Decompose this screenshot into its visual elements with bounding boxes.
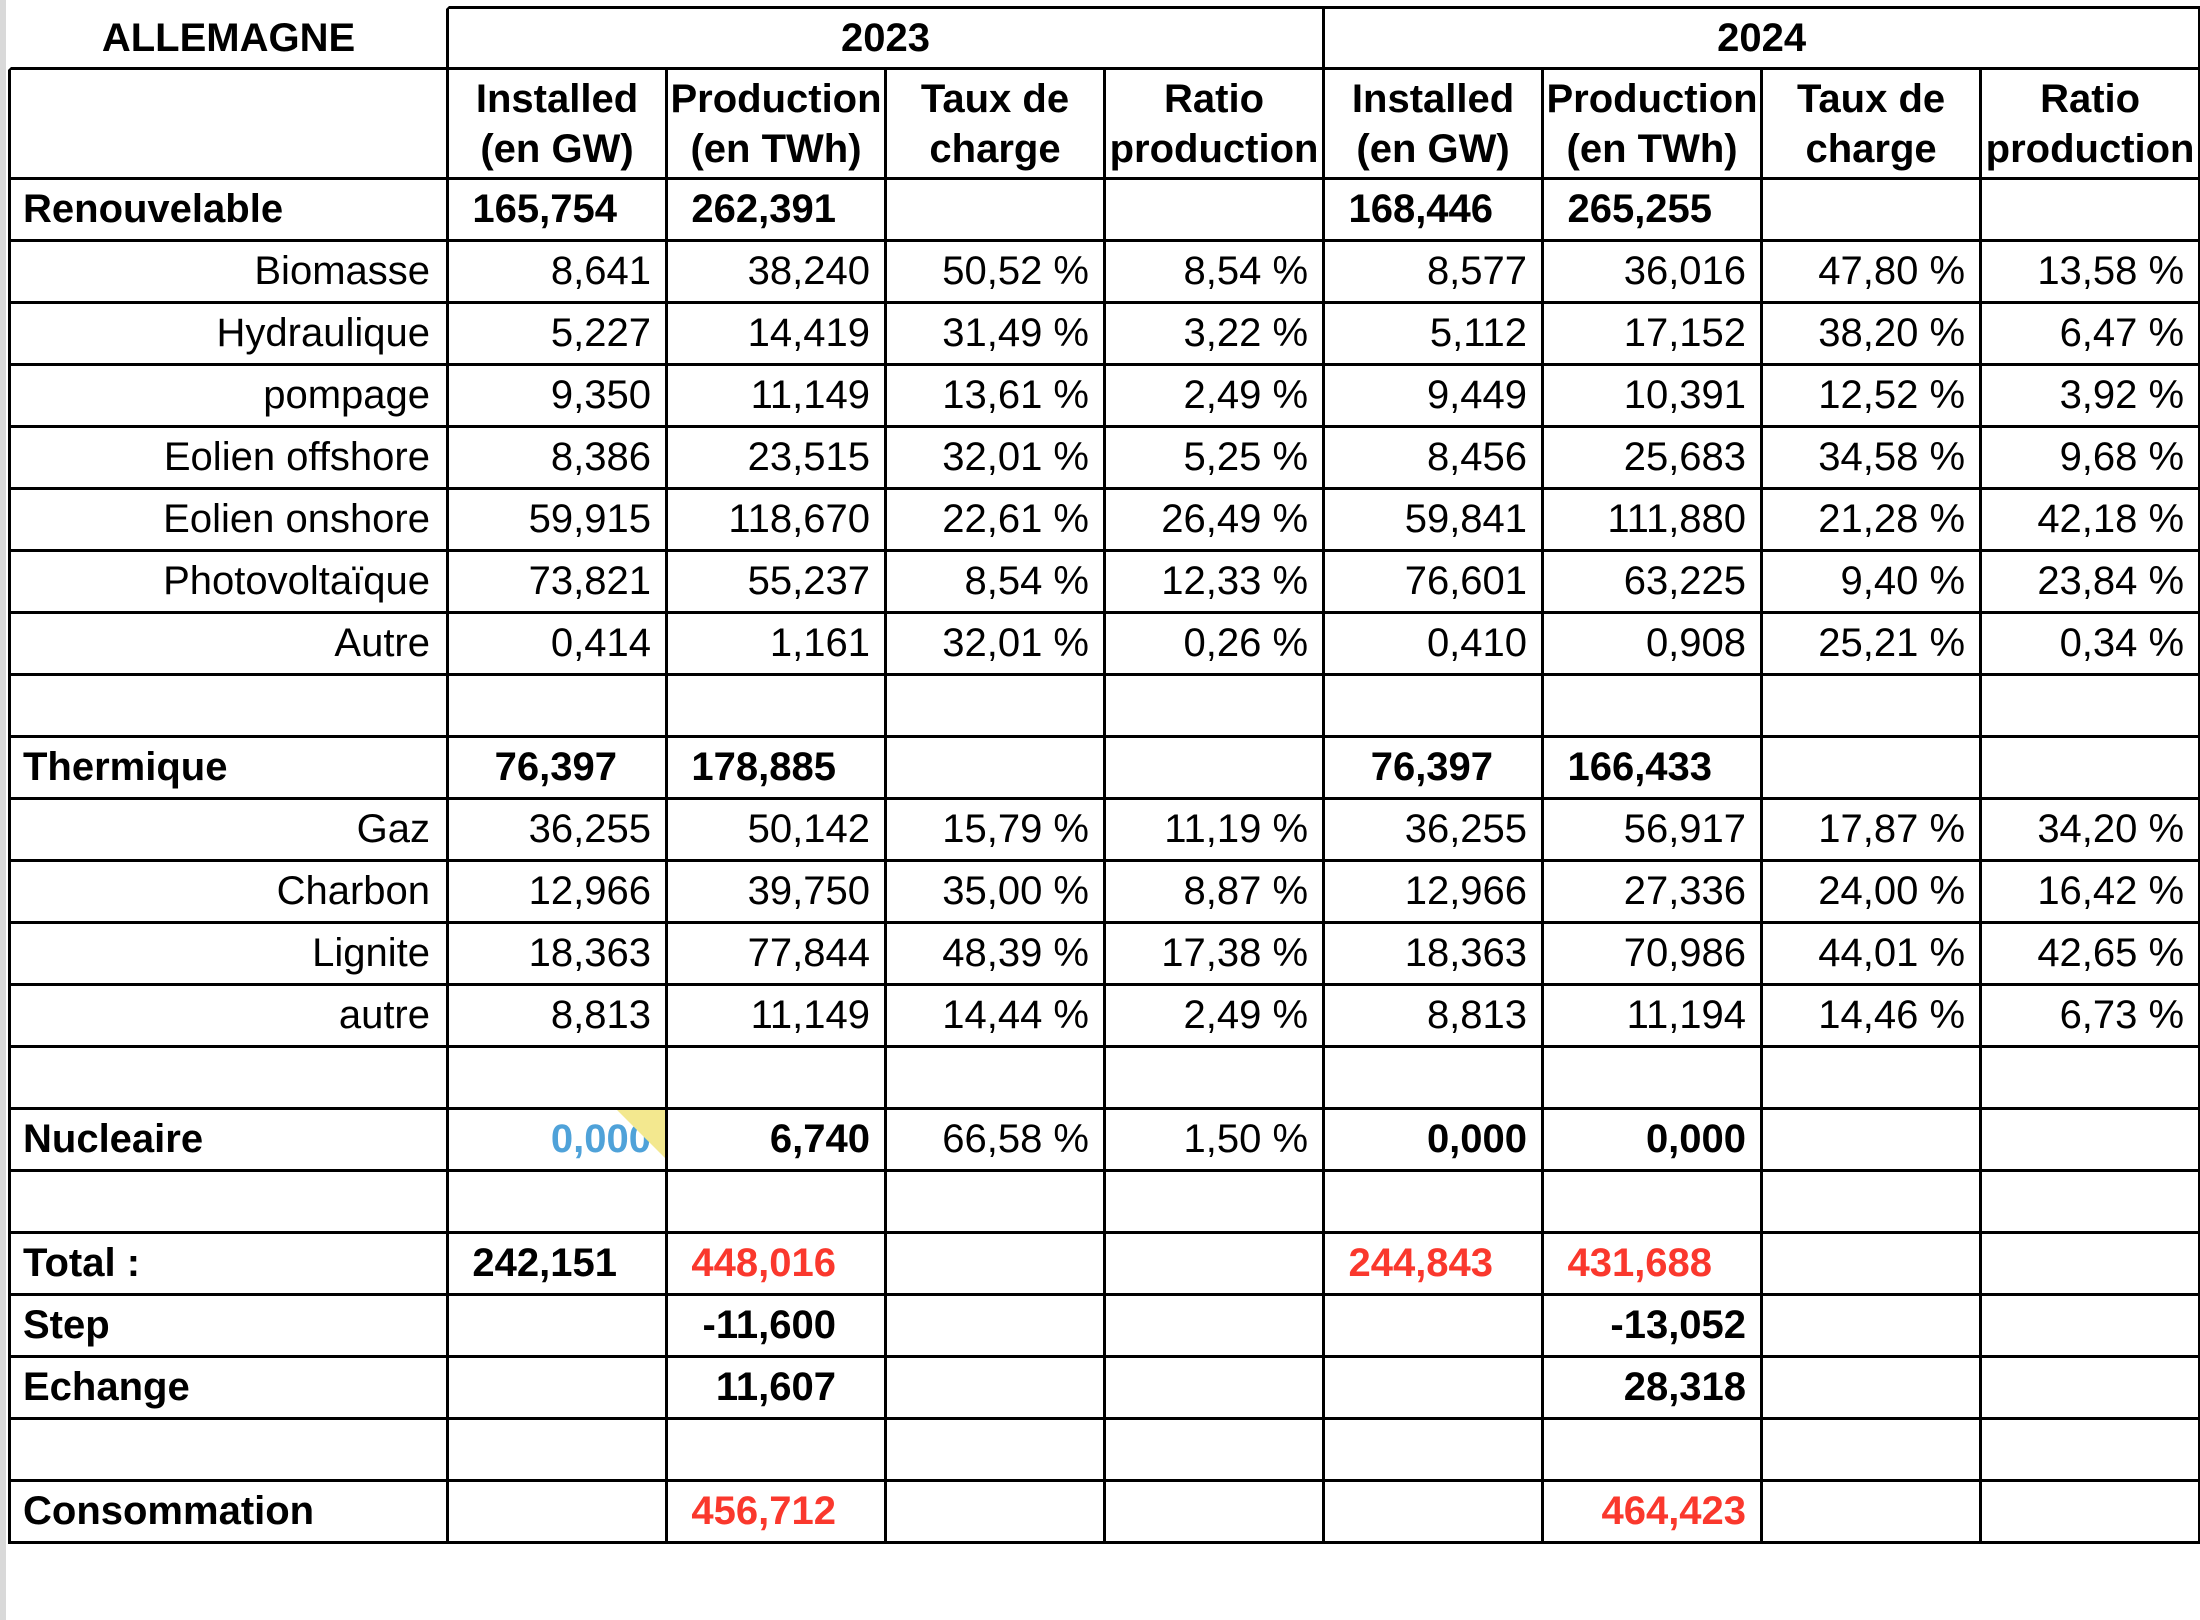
table-row bbox=[8, 1482, 2200, 1544]
empty-label-cell[interactable] bbox=[8, 676, 449, 738]
table-row bbox=[8, 428, 2200, 490]
cell-row8-2024-installed[interactable] bbox=[1325, 676, 1544, 738]
table-row bbox=[8, 800, 2200, 862]
table-row bbox=[8, 552, 2200, 614]
cell-autre-2023-installed[interactable]: 0,414 bbox=[449, 614, 668, 676]
row-label-lignite[interactable]: Lignite bbox=[8, 924, 449, 986]
cell-renouvelable-2024-installed[interactable]: 168,446 bbox=[1325, 180, 1544, 242]
cell-photovolta-que-2024-production[interactable]: 63,225 bbox=[1544, 552, 1763, 614]
row-label-eolien-offshore[interactable]: Eolien offshore bbox=[8, 428, 449, 490]
cell-eolien-offshore-2024-production[interactable]: 25,683 bbox=[1544, 428, 1763, 490]
energy-table bbox=[8, 6, 2200, 1544]
cell-thermique-2024-production[interactable]: 166,433 bbox=[1544, 738, 1763, 800]
cell-total-2023-ratio[interactable] bbox=[1106, 1234, 1325, 1296]
col-header-line: production bbox=[1985, 126, 2195, 171]
cell-autre-2023-taux[interactable]: 32,01 % bbox=[887, 614, 1106, 676]
cell-gaz-2024-taux[interactable]: 17,87 % bbox=[1763, 800, 1982, 862]
row-label-renouvelable[interactable]: Renouvelable bbox=[8, 180, 449, 242]
cell-row14-2023-ratio[interactable] bbox=[1106, 1048, 1325, 1110]
cell-biomasse-2023-ratio[interactable]: 8,54 % bbox=[1106, 242, 1325, 304]
col-header-line: (en TWh) bbox=[1566, 126, 1738, 171]
cell-echange-2023-taux[interactable] bbox=[887, 1358, 1106, 1420]
cell-charbon-2024-production[interactable]: 27,336 bbox=[1544, 862, 1763, 924]
cell-eolien-onshore-2024-production[interactable]: 111,880 bbox=[1544, 490, 1763, 552]
cell-autre-2023-installed[interactable]: 8,813 bbox=[449, 986, 668, 1048]
cell-renouvelable-2023-ratio[interactable] bbox=[1106, 180, 1325, 242]
cell-hydraulique-2023-production[interactable]: 14,419 bbox=[668, 304, 887, 366]
cell-eolien-offshore-2024-ratio[interactable]: 9,68 % bbox=[1982, 428, 2200, 490]
cell-step-2023-production[interactable]: -11,600 bbox=[668, 1296, 887, 1358]
table-row bbox=[8, 180, 2200, 242]
cell-step-2024-production[interactable]: -13,052 bbox=[1544, 1296, 1763, 1358]
cell-step-2023-ratio[interactable] bbox=[1106, 1296, 1325, 1358]
cell-hydraulique-2023-installed[interactable]: 5,227 bbox=[449, 304, 668, 366]
cell-eolien-onshore-2023-ratio[interactable]: 26,49 % bbox=[1106, 490, 1325, 552]
cell-row16-2024-production[interactable] bbox=[1544, 1172, 1763, 1234]
cell-row8-2024-ratio[interactable] bbox=[1982, 676, 2200, 738]
table-row bbox=[8, 738, 2200, 800]
cell-row20-2023-ratio[interactable] bbox=[1106, 1420, 1325, 1482]
cell-step-2024-ratio[interactable] bbox=[1982, 1296, 2200, 1358]
sheet-left-gutter bbox=[0, 0, 6, 1620]
cell-biomasse-2024-taux[interactable]: 47,80 % bbox=[1763, 242, 1982, 304]
table-row bbox=[8, 366, 2200, 428]
cell-pompage-2024-taux[interactable]: 12,52 % bbox=[1763, 366, 1982, 428]
table-row bbox=[8, 1110, 2200, 1172]
empty-label-cell[interactable] bbox=[8, 1172, 449, 1234]
cell-row8-2023-taux[interactable] bbox=[887, 676, 1106, 738]
table-row bbox=[8, 1234, 2200, 1296]
cell-eolien-onshore-2024-installed[interactable]: 59,841 bbox=[1325, 490, 1544, 552]
cell-pompage-2024-ratio[interactable]: 3,92 % bbox=[1982, 366, 2200, 428]
cell-pompage-2023-installed[interactable]: 9,350 bbox=[449, 366, 668, 428]
cell-hydraulique-2023-ratio[interactable]: 3,22 % bbox=[1106, 304, 1325, 366]
cell-thermique-2023-installed[interactable]: 76,397 bbox=[449, 738, 668, 800]
cell-gaz-2023-ratio[interactable]: 11,19 % bbox=[1106, 800, 1325, 862]
table-row bbox=[8, 242, 2200, 304]
cell-row14-2024-production[interactable] bbox=[1544, 1048, 1763, 1110]
cell-autre-2024-ratio[interactable]: 6,73 % bbox=[1982, 986, 2200, 1048]
cell-consommation-2024-taux[interactable] bbox=[1763, 1482, 1982, 1544]
col-header-2023-production[interactable] bbox=[668, 70, 887, 180]
cell-consommation-2023-installed[interactable] bbox=[449, 1482, 668, 1544]
col-header-2024-taux[interactable] bbox=[1763, 70, 1982, 180]
cell-eolien-offshore-2024-installed[interactable]: 8,456 bbox=[1325, 428, 1544, 490]
row-label-photovolta-que[interactable]: Photovoltaïque bbox=[8, 552, 449, 614]
cell-photovolta-que-2024-ratio[interactable]: 23,84 % bbox=[1982, 552, 2200, 614]
col-header-2023-ratio[interactable] bbox=[1106, 70, 1325, 180]
row-label-charbon[interactable]: Charbon bbox=[8, 862, 449, 924]
cell-lignite-2024-production[interactable]: 70,986 bbox=[1544, 924, 1763, 986]
cell-row8-2023-ratio[interactable] bbox=[1106, 676, 1325, 738]
cell-thermique-2024-taux[interactable] bbox=[1763, 738, 1982, 800]
cell-nucleaire-2023-ratio[interactable]: 1,50 % bbox=[1106, 1110, 1325, 1172]
cell-biomasse-2023-taux[interactable]: 50,52 % bbox=[887, 242, 1106, 304]
cell-renouvelable-2023-production[interactable]: 262,391 bbox=[668, 180, 887, 242]
cell-row16-2024-taux[interactable] bbox=[1763, 1172, 1982, 1234]
spacer-row bbox=[8, 1048, 2200, 1110]
cell-eolien-offshore-2023-taux[interactable]: 32,01 % bbox=[887, 428, 1106, 490]
cell-pompage-2023-taux[interactable]: 13,61 % bbox=[887, 366, 1106, 428]
col-header-2023-taux[interactable] bbox=[887, 70, 1106, 180]
col-header-line: (en GW) bbox=[1356, 126, 1510, 171]
cell-hydraulique-2023-taux[interactable]: 31,49 % bbox=[887, 304, 1106, 366]
cell-autre-2023-production[interactable]: 11,149 bbox=[668, 986, 887, 1048]
cell-row20-2024-ratio[interactable] bbox=[1982, 1420, 2200, 1482]
cell-row20-2023-installed[interactable] bbox=[449, 1420, 668, 1482]
cell-echange-2023-installed[interactable] bbox=[449, 1358, 668, 1420]
cell-total-2023-taux[interactable] bbox=[887, 1234, 1106, 1296]
row-label-echange[interactable]: Echange bbox=[8, 1358, 449, 1420]
cell-eolien-onshore-2023-installed[interactable]: 59,915 bbox=[449, 490, 668, 552]
cell-autre-2024-production[interactable]: 11,194 bbox=[1544, 986, 1763, 1048]
cell-lignite-2023-taux[interactable]: 48,39 % bbox=[887, 924, 1106, 986]
col-header-line: charge bbox=[1805, 126, 1937, 171]
cell-biomasse-2023-installed[interactable]: 8,641 bbox=[449, 242, 668, 304]
cell-charbon-2024-taux[interactable]: 24,00 % bbox=[1763, 862, 1982, 924]
cell-row8-2024-taux[interactable] bbox=[1763, 676, 1982, 738]
cell-consommation-2023-ratio[interactable] bbox=[1106, 1482, 1325, 1544]
cell-row14-2023-production[interactable] bbox=[668, 1048, 887, 1110]
cell-consommation-2024-installed[interactable] bbox=[1325, 1482, 1544, 1544]
cell-hydraulique-2024-ratio[interactable]: 6,47 % bbox=[1982, 304, 2200, 366]
cell-thermique-2024-ratio[interactable] bbox=[1982, 738, 2200, 800]
cell-autre-2024-installed[interactable]: 0,410 bbox=[1325, 614, 1544, 676]
cell-charbon-2023-production[interactable]: 39,750 bbox=[668, 862, 887, 924]
cell-row16-2023-production[interactable] bbox=[668, 1172, 887, 1234]
cell-nucleaire-2024-installed[interactable]: 0,000 bbox=[1325, 1110, 1544, 1172]
cell-eolien-onshore-2024-taux[interactable]: 21,28 % bbox=[1763, 490, 1982, 552]
cell-pompage-2024-installed[interactable]: 9,449 bbox=[1325, 366, 1544, 428]
cell-eolien-offshore-2023-ratio[interactable]: 5,25 % bbox=[1106, 428, 1325, 490]
comment-indicator-icon[interactable] bbox=[617, 1110, 665, 1158]
col-header-line: production bbox=[1109, 126, 1319, 171]
table-title[interactable]: ALLEMAGNE bbox=[8, 6, 449, 70]
cell-nucleaire-2024-taux[interactable] bbox=[1763, 1110, 1982, 1172]
cell-row20-2024-production[interactable] bbox=[1544, 1420, 1763, 1482]
cell-echange-2023-production[interactable]: 11,607 bbox=[668, 1358, 887, 1420]
cell-renouvelable-2023-installed[interactable]: 165,754 bbox=[449, 180, 668, 242]
cell-gaz-2023-installed[interactable]: 36,255 bbox=[449, 800, 668, 862]
cell-step-2023-installed[interactable] bbox=[449, 1296, 668, 1358]
cell-nucleaire-2024-production[interactable]: 0,000 bbox=[1544, 1110, 1763, 1172]
cell-autre-2023-ratio[interactable]: 0,26 % bbox=[1106, 614, 1325, 676]
col-header-2023-installed[interactable] bbox=[449, 70, 668, 180]
col-header-2024-production[interactable] bbox=[1544, 70, 1763, 180]
cell-biomasse-2024-production[interactable]: 36,016 bbox=[1544, 242, 1763, 304]
cell-row8-2024-production[interactable] bbox=[1544, 676, 1763, 738]
cell-autre-2024-taux[interactable]: 14,46 % bbox=[1763, 986, 1982, 1048]
table-row bbox=[8, 862, 2200, 924]
cell-row8-2023-production[interactable] bbox=[668, 676, 887, 738]
cell-echange-2023-ratio[interactable] bbox=[1106, 1358, 1325, 1420]
cell-total-2024-taux[interactable] bbox=[1763, 1234, 1982, 1296]
cell-total-2024-installed[interactable]: 244,843 bbox=[1325, 1234, 1544, 1296]
cell-charbon-2023-installed[interactable]: 12,966 bbox=[449, 862, 668, 924]
cell-renouvelable-2023-taux[interactable] bbox=[887, 180, 1106, 242]
cell-eolien-onshore-2024-ratio[interactable]: 42,18 % bbox=[1982, 490, 2200, 552]
cell-charbon-2024-ratio[interactable]: 16,42 % bbox=[1982, 862, 2200, 924]
cell-charbon-2023-taux[interactable]: 35,00 % bbox=[887, 862, 1106, 924]
spacer-row bbox=[8, 1420, 2200, 1482]
row-label-hydraulique[interactable]: Hydraulique bbox=[8, 304, 449, 366]
cell-photovolta-que-2024-taux[interactable]: 9,40 % bbox=[1763, 552, 1982, 614]
col-header-2024-ratio[interactable] bbox=[1982, 70, 2200, 180]
cell-eolien-offshore-2023-production[interactable]: 23,515 bbox=[668, 428, 887, 490]
cell-charbon-2023-ratio[interactable]: 8,87 % bbox=[1106, 862, 1325, 924]
cell-row8-2023-installed[interactable] bbox=[449, 676, 668, 738]
cell-row20-2024-taux[interactable] bbox=[1763, 1420, 1982, 1482]
cell-lignite-2023-production[interactable]: 77,844 bbox=[668, 924, 887, 986]
cell-autre-2024-ratio[interactable]: 0,34 % bbox=[1982, 614, 2200, 676]
cell-photovolta-que-2023-installed[interactable]: 73,821 bbox=[449, 552, 668, 614]
cell-row14-2023-installed[interactable] bbox=[449, 1048, 668, 1110]
row-label-thermique[interactable]: Thermique bbox=[8, 738, 449, 800]
cell-row20-2023-taux[interactable] bbox=[887, 1420, 1106, 1482]
column-header-row bbox=[8, 70, 2200, 180]
cell-lignite-2023-installed[interactable]: 18,363 bbox=[449, 924, 668, 986]
cell-consommation-2024-production[interactable]: 464,423 bbox=[1544, 1482, 1763, 1544]
cell-pompage-2023-ratio[interactable]: 2,49 % bbox=[1106, 366, 1325, 428]
row-label-consommation[interactable]: Consommation bbox=[8, 1482, 449, 1544]
spacer-row bbox=[8, 1172, 2200, 1234]
cell-thermique-2024-installed[interactable]: 76,397 bbox=[1325, 738, 1544, 800]
table-row bbox=[8, 304, 2200, 366]
row-label-step[interactable]: Step bbox=[8, 1296, 449, 1358]
row-label-total[interactable]: Total : bbox=[8, 1234, 449, 1296]
col-header-line: Ratio bbox=[1164, 76, 1265, 121]
year-header-2023[interactable]: 2023 bbox=[449, 6, 1325, 70]
cell-echange-2024-taux[interactable] bbox=[1763, 1358, 1982, 1420]
col-header-line: Taux de bbox=[920, 76, 1070, 121]
year-header-2024[interactable]: 2024 bbox=[1325, 6, 2200, 70]
cell-thermique-2023-ratio[interactable] bbox=[1106, 738, 1325, 800]
cell-consommation-2023-production[interactable]: 456,712 bbox=[668, 1482, 887, 1544]
cell-nucleaire-2023-taux[interactable]: 66,58 % bbox=[887, 1110, 1106, 1172]
cell-lignite-2024-ratio[interactable]: 42,65 % bbox=[1982, 924, 2200, 986]
cell-hydraulique-2024-production[interactable]: 17,152 bbox=[1544, 304, 1763, 366]
cell-eolien-offshore-2024-taux[interactable]: 34,58 % bbox=[1763, 428, 1982, 490]
cell-biomasse-2024-installed[interactable]: 8,577 bbox=[1325, 242, 1544, 304]
table-row bbox=[8, 986, 2200, 1048]
cell-echange-2024-ratio[interactable] bbox=[1982, 1358, 2200, 1420]
cell-autre-2023-taux[interactable]: 14,44 % bbox=[887, 986, 1106, 1048]
col-header-2024-installed[interactable] bbox=[1325, 70, 1544, 180]
row-label-eolien-onshore[interactable]: Eolien onshore bbox=[8, 490, 449, 552]
cell-total-2024-ratio[interactable] bbox=[1982, 1234, 2200, 1296]
col-header-line: Production bbox=[670, 76, 882, 121]
row-label-gaz[interactable]: Gaz bbox=[8, 800, 449, 862]
cell-autre-2024-production[interactable]: 0,908 bbox=[1544, 614, 1763, 676]
col-header-line: charge bbox=[929, 126, 1061, 171]
row-label-pompage[interactable]: pompage bbox=[8, 366, 449, 428]
cell-total-2024-production[interactable]: 431,688 bbox=[1544, 1234, 1763, 1296]
cell-hydraulique-2024-installed[interactable]: 5,112 bbox=[1325, 304, 1544, 366]
cell-row16-2023-ratio[interactable] bbox=[1106, 1172, 1325, 1234]
col-header-line: Installed bbox=[475, 76, 639, 121]
row-label-nucleaire[interactable]: Nucleaire bbox=[8, 1110, 449, 1172]
cell-pompage-2023-production[interactable]: 11,149 bbox=[668, 366, 887, 428]
cell-charbon-2024-installed[interactable]: 12,966 bbox=[1325, 862, 1544, 924]
cell-eolien-onshore-2023-production[interactable]: 118,670 bbox=[668, 490, 887, 552]
cell-row16-2023-installed[interactable] bbox=[449, 1172, 668, 1234]
cell-photovolta-que-2024-installed[interactable]: 76,601 bbox=[1325, 552, 1544, 614]
cell-row14-2024-ratio[interactable] bbox=[1982, 1048, 2200, 1110]
cell-echange-2024-production[interactable]: 28,318 bbox=[1544, 1358, 1763, 1420]
cell-biomasse-2024-ratio[interactable]: 13,58 % bbox=[1982, 242, 2200, 304]
cell-echange-2024-installed[interactable] bbox=[1325, 1358, 1544, 1420]
cell-autre-2024-installed[interactable]: 8,813 bbox=[1325, 986, 1544, 1048]
cell-row14-2023-taux[interactable] bbox=[887, 1048, 1106, 1110]
cell-renouvelable-2024-ratio[interactable] bbox=[1982, 180, 2200, 242]
year-header-row bbox=[8, 6, 2200, 70]
col-header-line: Ratio bbox=[2040, 76, 2141, 121]
cell-renouvelable-2024-production[interactable]: 265,255 bbox=[1544, 180, 1763, 242]
cell-step-2024-taux[interactable] bbox=[1763, 1296, 1982, 1358]
cell-nucleaire-2023-production[interactable]: 6,740 bbox=[668, 1110, 887, 1172]
cell-step-2023-taux[interactable] bbox=[887, 1296, 1106, 1358]
table-row bbox=[8, 1358, 2200, 1420]
row-label-biomasse[interactable]: Biomasse bbox=[8, 242, 449, 304]
cell-row14-2024-installed[interactable] bbox=[1325, 1048, 1544, 1110]
col-header-line: Taux de bbox=[1796, 76, 1946, 121]
col-header-line: Production bbox=[1546, 76, 1758, 121]
table-row bbox=[8, 614, 2200, 676]
col-header-line: (en TWh) bbox=[690, 126, 862, 171]
cell-step-2024-installed[interactable] bbox=[1325, 1296, 1544, 1358]
cell-total-2023-installed[interactable]: 242,151 bbox=[449, 1234, 668, 1296]
cell-row20-2023-production[interactable] bbox=[668, 1420, 887, 1482]
cell-nucleaire-2024-ratio[interactable] bbox=[1982, 1110, 2200, 1172]
cell-thermique-2023-taux[interactable] bbox=[887, 738, 1106, 800]
cell-consommation-2023-taux[interactable] bbox=[887, 1482, 1106, 1544]
cell-row14-2024-taux[interactable] bbox=[1763, 1048, 1982, 1110]
cell-row16-2023-taux[interactable] bbox=[887, 1172, 1106, 1234]
col-header-line: Installed bbox=[1351, 76, 1515, 121]
cell-gaz-2024-ratio[interactable]: 34,20 % bbox=[1982, 800, 2200, 862]
cell-autre-2024-taux[interactable]: 25,21 % bbox=[1763, 614, 1982, 676]
cell-autre-2023-production[interactable]: 1,161 bbox=[668, 614, 887, 676]
cell-photovolta-que-2023-production[interactable]: 55,237 bbox=[668, 552, 887, 614]
cell-lignite-2023-ratio[interactable]: 17,38 % bbox=[1106, 924, 1325, 986]
cell-photovolta-que-2023-ratio[interactable]: 12,33 % bbox=[1106, 552, 1325, 614]
cell-gaz-2023-taux[interactable]: 15,79 % bbox=[887, 800, 1106, 862]
cell-total-2023-production[interactable]: 448,016 bbox=[668, 1234, 887, 1296]
table-row bbox=[8, 1296, 2200, 1358]
corner-cell[interactable] bbox=[8, 70, 449, 180]
empty-label-cell[interactable] bbox=[8, 1420, 449, 1482]
table-row bbox=[8, 490, 2200, 552]
cell-row16-2024-ratio[interactable] bbox=[1982, 1172, 2200, 1234]
cell-consommation-2024-ratio[interactable] bbox=[1982, 1482, 2200, 1544]
spacer-row bbox=[8, 676, 2200, 738]
cell-thermique-2023-production[interactable]: 178,885 bbox=[668, 738, 887, 800]
row-label-autre[interactable]: autre bbox=[8, 986, 449, 1048]
cell-nucleaire-2023-installed[interactable]: 0,000 bbox=[449, 1110, 668, 1172]
cell-renouvelable-2024-taux[interactable] bbox=[1763, 180, 1982, 242]
cell-gaz-2024-installed[interactable]: 36,255 bbox=[1325, 800, 1544, 862]
cell-biomasse-2023-production[interactable]: 38,240 bbox=[668, 242, 887, 304]
cell-gaz-2024-production[interactable]: 56,917 bbox=[1544, 800, 1763, 862]
row-label-autre[interactable]: Autre bbox=[8, 614, 449, 676]
cell-lignite-2024-installed[interactable]: 18,363 bbox=[1325, 924, 1544, 986]
cell-gaz-2023-production[interactable]: 50,142 bbox=[668, 800, 887, 862]
cell-eolien-offshore-2023-installed[interactable]: 8,386 bbox=[449, 428, 668, 490]
col-header-line: (en GW) bbox=[480, 126, 634, 171]
cell-lignite-2024-taux[interactable]: 44,01 % bbox=[1763, 924, 1982, 986]
cell-row20-2024-installed[interactable] bbox=[1325, 1420, 1544, 1482]
cell-row16-2024-installed[interactable] bbox=[1325, 1172, 1544, 1234]
cell-autre-2023-ratio[interactable]: 2,49 % bbox=[1106, 986, 1325, 1048]
cell-photovolta-que-2023-taux[interactable]: 8,54 % bbox=[887, 552, 1106, 614]
empty-label-cell[interactable] bbox=[8, 1048, 449, 1110]
table-row bbox=[8, 924, 2200, 986]
cell-hydraulique-2024-taux[interactable]: 38,20 % bbox=[1763, 304, 1982, 366]
cell-pompage-2024-production[interactable]: 10,391 bbox=[1544, 366, 1763, 428]
cell-eolien-onshore-2023-taux[interactable]: 22,61 % bbox=[887, 490, 1106, 552]
